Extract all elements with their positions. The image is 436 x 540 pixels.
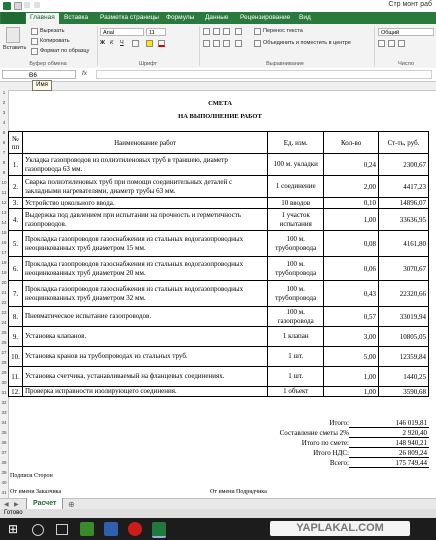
work-name-cell[interactable]: Устройство цокольного ввода.: [22, 198, 267, 209]
table-row: [9, 231, 429, 257]
name-box-tooltip: Имя: [32, 80, 52, 91]
cost-cell[interactable]: 12359,84: [379, 347, 429, 367]
search-icon[interactable]: [32, 524, 44, 536]
row-number[interactable]: 40: [1, 480, 7, 485]
cost-cell[interactable]: 33636,95: [379, 209, 429, 231]
name-box[interactable]: B6: [2, 70, 76, 79]
comma-icon[interactable]: [398, 40, 405, 47]
quantity-cell[interactable]: 0,06: [324, 257, 379, 281]
clipboard-group-label: Буфер обмена: [29, 61, 67, 67]
row-number[interactable]: 14: [1, 220, 7, 225]
fx-icon[interactable]: fx: [82, 70, 88, 77]
align-right-icon[interactable]: [223, 40, 230, 47]
excel-taskbar-icon[interactable]: [152, 522, 166, 538]
row-number[interactable]: 36: [1, 440, 7, 445]
tab-page-layout[interactable]: Разметка страницы: [100, 14, 159, 21]
unit-cell[interactable]: 100 м. трубопровода: [268, 231, 324, 257]
row-number[interactable]: 30: [1, 380, 7, 385]
borders-icon[interactable]: [132, 40, 139, 47]
row-num-cell[interactable]: 4.: [9, 209, 23, 231]
table-row: [9, 281, 429, 307]
work-name-cell[interactable]: Укладка газопроводов из полиэтиленовых труб в траншею, диаметр газопровода 63 мм.: [22, 154, 267, 176]
quantity-cell[interactable]: 0,57: [324, 307, 379, 327]
table-row: [9, 257, 429, 281]
row-number[interactable]: 38: [1, 460, 7, 465]
align-center-icon[interactable]: [213, 40, 220, 47]
unit-cell[interactable]: 1 участок испытания: [268, 209, 324, 231]
tab-insert[interactable]: Вставка: [64, 14, 89, 21]
work-name-cell[interactable]: Прокладка газопроводов газоснабжения из стальных водогазопроводных неоцинкованных труб диаметром 20 мм.: [22, 257, 267, 281]
total-label: Всего:: [329, 459, 349, 467]
work-name-cell[interactable]: Прокладка газопроводов газоснабжения из стальных водогазопроводных неоцинкованных труб диаметром 32 мм.: [22, 281, 267, 307]
work-name-cell[interactable]: Установка счетчика, устанавливаемый на фланцевых соединениях.: [22, 367, 267, 387]
font-group-label: Шрифт: [138, 61, 158, 67]
window-title: Стр монт раб: [388, 1, 432, 8]
table-row: [9, 209, 429, 231]
unit-cell[interactable]: 1 объект: [268, 387, 324, 397]
formula-input[interactable]: [96, 70, 432, 79]
add-sheet-icon[interactable]: ⊕: [68, 500, 75, 509]
quantity-cell[interactable]: 1,00: [324, 387, 379, 397]
row-num-cell[interactable]: 3.: [9, 198, 23, 209]
row-number[interactable]: 33: [1, 410, 7, 415]
estimate-table: [8, 131, 429, 397]
font-color-icon[interactable]: [158, 40, 165, 47]
unit-cell[interactable]: 100 м. трубопровода: [268, 257, 324, 281]
cost-cell[interactable]: 4161,80: [379, 231, 429, 257]
document-title: СМЕТА: [208, 100, 232, 107]
excel-icon: [3, 2, 11, 10]
watermark: YAPLAKAL.COM: [270, 521, 410, 536]
table-row: [9, 198, 429, 209]
row-number[interactable]: 1: [2, 90, 6, 95]
merge-icon: [254, 40, 261, 47]
cost-cell[interactable]: 4417,23: [379, 176, 429, 198]
row-number[interactable]: 15: [1, 230, 7, 235]
percent-icon[interactable]: [388, 40, 395, 47]
unit-cell[interactable]: 1 клапан: [268, 327, 324, 347]
font-name-select[interactable]: Arial: [100, 28, 144, 36]
bold-button[interactable]: Ж: [100, 40, 105, 46]
row-num-cell[interactable]: 10.: [9, 347, 23, 367]
header-qty[interactable]: Кол-во: [324, 132, 379, 154]
row-number[interactable]: 32: [1, 400, 7, 405]
sheet-tab-raschet[interactable]: Расчет: [26, 498, 63, 510]
row-number[interactable]: 31: [1, 390, 7, 395]
tab-formulas[interactable]: Формулы: [166, 14, 195, 21]
total-value[interactable]: 146 019,81: [349, 419, 429, 428]
table-row: [9, 307, 429, 327]
opera-icon[interactable]: [128, 522, 142, 536]
row-number[interactable]: 34: [1, 420, 7, 425]
row-number[interactable]: 24: [1, 320, 7, 325]
cost-cell[interactable]: 3590,68: [379, 387, 429, 397]
tab-view[interactable]: Вид: [299, 14, 311, 21]
total-value[interactable]: 148 940,21: [349, 439, 429, 448]
wrap-text-icon: [254, 28, 261, 35]
table-row: [9, 367, 429, 387]
table-row: [9, 347, 429, 367]
save-icon[interactable]: [14, 2, 22, 10]
paste-icon[interactable]: [6, 27, 20, 43]
ribbon: [0, 24, 436, 69]
scroll-right-icon[interactable]: ▶: [14, 502, 19, 508]
row-num-cell[interactable]: 1.: [9, 154, 23, 176]
row-number[interactable]: 39: [1, 470, 7, 475]
total-label: Итого НДС:: [313, 449, 349, 457]
align-left-icon[interactable]: [203, 40, 210, 47]
alignment-group-label: Выравнивание: [266, 61, 304, 67]
row-number[interactable]: 25: [1, 330, 7, 335]
quantity-cell[interactable]: 1,00: [324, 209, 379, 231]
underline-button[interactable]: Ч: [120, 40, 124, 46]
separator: [374, 26, 375, 66]
table-row: [9, 154, 429, 176]
undo-icon[interactable]: [24, 2, 30, 8]
row-number[interactable]: 21: [1, 290, 7, 295]
row-num-cell[interactable]: 12.: [9, 387, 23, 397]
row-num-cell[interactable]: 5.: [9, 231, 23, 257]
file-tab[interactable]: [1, 12, 25, 24]
fill-color-icon[interactable]: [146, 40, 153, 47]
row-num-cell[interactable]: 7.: [9, 281, 23, 307]
format-painter-icon: [31, 48, 38, 55]
taskbar: [0, 518, 436, 540]
copy-button[interactable]: Копировать: [40, 38, 70, 44]
row-number[interactable]: 41: [1, 490, 7, 495]
copy-icon: [31, 38, 38, 45]
row-num-cell[interactable]: 2.: [9, 176, 23, 198]
work-name-cell[interactable]: Сварка полиэтиленовых труб при помощи соединительных деталей с закладными нагревателями, диаметр трубы 63 мм.: [22, 176, 267, 198]
work-name-cell[interactable]: Прокладка газопроводов газоснабжения из стальных водогазопроводных неоцинкованных труб диаметром 15 мм.: [22, 231, 267, 257]
table-row: [9, 327, 429, 347]
italic-button[interactable]: К: [110, 40, 114, 46]
header-num[interactable]: № пп: [9, 132, 23, 154]
unit-cell[interactable]: 1 шт.: [268, 367, 324, 387]
scroll-left-icon[interactable]: ◀: [4, 502, 9, 508]
row-number[interactable]: 37: [1, 450, 7, 455]
total-label: Итого:: [329, 419, 349, 427]
task-view-icon[interactable]: [56, 524, 68, 535]
cost-cell[interactable]: 10805,05: [379, 327, 429, 347]
row-num-cell[interactable]: 9.: [9, 327, 23, 347]
row-number[interactable]: 6: [2, 140, 6, 145]
signature-label: Подписи Сторон: [10, 473, 53, 479]
header-unit[interactable]: Ед. изм.: [268, 132, 324, 154]
unit-cell[interactable]: 100 м. трубопровода: [268, 281, 324, 307]
unit-cell[interactable]: 100 м. укладки: [268, 154, 324, 176]
header-cost[interactable]: Ст-ть, руб.: [379, 132, 429, 154]
row-num-cell[interactable]: 8.: [9, 307, 23, 327]
total-value[interactable]: 2 920,40: [349, 429, 429, 438]
windows-start-icon[interactable]: ⊞: [8, 522, 19, 536]
status-text: Готово: [4, 510, 23, 516]
unit-cell[interactable]: 1 шт.: [268, 347, 324, 367]
paste-button[interactable]: Вставить: [3, 45, 27, 51]
table-row: [9, 387, 429, 397]
total-label: Составление сметы 2%: [279, 429, 349, 437]
row-number[interactable]: 2: [2, 100, 6, 105]
tab-review[interactable]: Рецензирование: [240, 14, 291, 21]
row-num-cell[interactable]: 6.: [9, 257, 23, 281]
header-name[interactable]: Наименование работ: [22, 132, 267, 154]
row-number[interactable]: 27: [1, 350, 7, 355]
currency-icon[interactable]: [378, 40, 385, 47]
row-number[interactable]: 11: [1, 190, 7, 195]
row-number[interactable]: 23: [1, 310, 7, 315]
cost-cell[interactable]: 1440,25: [379, 367, 429, 387]
cut-icon: [31, 28, 38, 35]
quantity-cell[interactable]: 2,00: [324, 176, 379, 198]
row-number[interactable]: 3: [2, 110, 6, 115]
orientation-icon[interactable]: [235, 28, 242, 35]
total-label: Итого по смете:: [301, 439, 349, 447]
quantity-cell[interactable]: 0,43: [324, 281, 379, 307]
cut-button[interactable]: Вырезать: [40, 28, 65, 34]
formula-bar: [0, 68, 436, 82]
quantity-cell[interactable]: 0,10: [324, 198, 379, 209]
row-number[interactable]: 16: [1, 240, 7, 245]
total-value[interactable]: 26 809,24: [349, 449, 429, 458]
redo-icon[interactable]: [34, 2, 40, 8]
work-name-cell[interactable]: Установка клапанов.: [22, 327, 267, 347]
unit-cell[interactable]: 10 вводов: [268, 198, 324, 209]
number-format-select[interactable]: Общий: [378, 28, 434, 36]
work-name-cell[interactable]: Установка кранов на трубопроводах из стальных труб.: [22, 347, 267, 367]
cost-cell[interactable]: 22320,66: [379, 281, 429, 307]
work-name-cell[interactable]: Выдержка под давлением при испытании на прочность и герметичность газопроводов.: [22, 209, 267, 231]
tab-data[interactable]: Данные: [205, 14, 229, 21]
row-number[interactable]: 18: [1, 260, 7, 265]
row-number[interactable]: 12: [1, 200, 7, 205]
cost-cell[interactable]: 2300,67: [379, 154, 429, 176]
align-middle-icon[interactable]: [213, 28, 220, 35]
status-bar: [0, 509, 436, 518]
quantity-cell[interactable]: 1,00: [324, 367, 379, 387]
row-number[interactable]: 35: [1, 430, 7, 435]
font-size-select[interactable]: 11: [146, 28, 166, 36]
work-name-cell[interactable]: Проверка исправности изолирующего соединения.: [22, 387, 267, 397]
indent-icon[interactable]: [235, 40, 242, 47]
number-group-label: Число: [398, 61, 414, 67]
wrap-text-button[interactable]: Перенос текста: [263, 28, 303, 34]
row-number[interactable]: 29: [1, 370, 7, 375]
row-number[interactable]: 9: [2, 170, 6, 175]
row-num-cell[interactable]: 11.: [9, 367, 23, 387]
row-number[interactable]: 20: [1, 280, 7, 285]
quantity-cell[interactable]: 0,24: [324, 154, 379, 176]
table-header-row: [9, 132, 429, 154]
unit-cell[interactable]: 100 м. газопровода: [268, 307, 324, 327]
merge-center-button[interactable]: Объединить и поместить в центре: [263, 40, 351, 46]
quantity-cell[interactable]: 0,08: [324, 231, 379, 257]
align-bottom-icon[interactable]: [223, 28, 230, 35]
format-painter-button[interactable]: Формат по образцу: [40, 48, 90, 54]
cost-cell[interactable]: 33019,94: [379, 307, 429, 327]
quantity-cell[interactable]: 5,00: [324, 347, 379, 367]
row-number[interactable]: 4: [2, 120, 6, 125]
app-icon-blue[interactable]: [104, 522, 118, 536]
customer-label: От имени Заказчика: [10, 489, 62, 495]
row-number[interactable]: 22: [1, 300, 7, 305]
row-number[interactable]: 10: [1, 180, 7, 185]
contractor-label: От имени Подрядчика: [210, 489, 267, 495]
row-number[interactable]: 19: [1, 270, 7, 275]
row-number[interactable]: 13: [1, 210, 7, 215]
align-top-icon[interactable]: [203, 28, 210, 35]
unit-cell[interactable]: 1 соединение: [268, 176, 324, 198]
cost-cell[interactable]: 14896,07: [379, 198, 429, 209]
row-number[interactable]: 7: [2, 150, 6, 155]
row-number[interactable]: 17: [1, 250, 7, 255]
quantity-cell[interactable]: 3,00: [324, 327, 379, 347]
row-number[interactable]: 28: [1, 360, 7, 365]
document-subtitle: НА ВЫПОЛНЕНИЕ РАБОТ: [178, 113, 262, 120]
table-row: [9, 176, 429, 198]
row-number[interactable]: 8: [2, 160, 6, 165]
cost-cell[interactable]: 3070,67: [379, 257, 429, 281]
tab-home[interactable]: Главная: [26, 13, 59, 24]
total-value[interactable]: 175 749,44: [349, 459, 429, 468]
column-headers[interactable]: [0, 82, 436, 91]
ribbon-tabs: [0, 12, 436, 24]
row-number[interactable]: 26: [1, 340, 7, 345]
row-number[interactable]: 5: [2, 130, 6, 135]
work-name-cell[interactable]: Пневматическое испытание газопроводов.: [22, 307, 267, 327]
app-icon-green[interactable]: [80, 522, 94, 536]
